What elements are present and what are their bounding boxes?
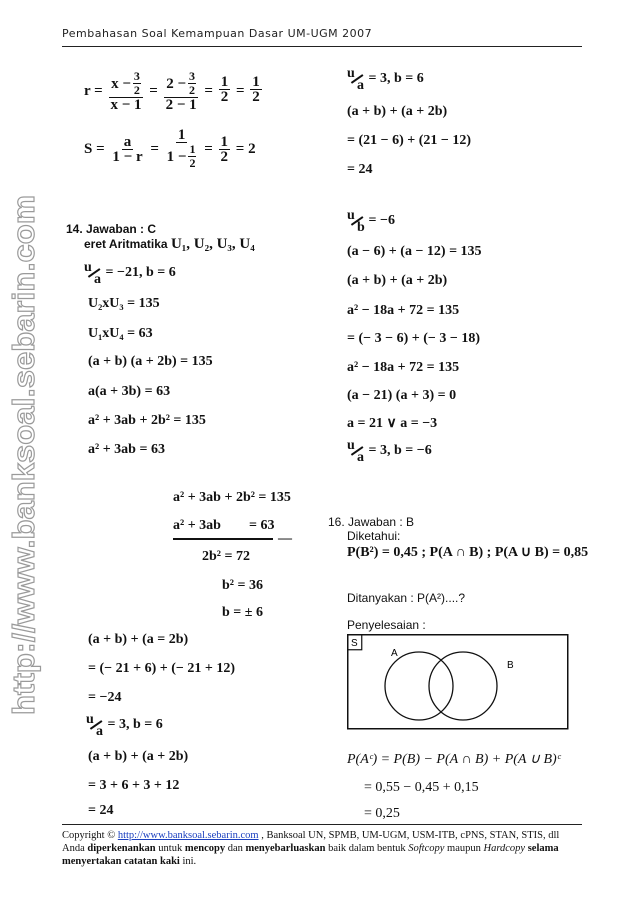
right-line-3: = (21 − 6) + (21 − 12) bbox=[347, 133, 472, 148]
elim-line-4: b² = 36 bbox=[222, 578, 263, 593]
q16-prob-line-1: P(Aᶜ) = P(B) − P(A ∩ B) + P(A ∪ B)ᶜ bbox=[347, 752, 561, 767]
footer-line-2: Anda diperkenankan untuk mencopy dan menyebarluaskan baik dalam bentuk Softcopy maupun Hardcopy selama bbox=[62, 843, 559, 854]
q14-line-12: = 24 bbox=[88, 803, 114, 818]
watermark-text: http://www.banksoal.sebarin.com bbox=[6, 223, 41, 715]
q14-line-5: a² + 3ab + 2b² = 135 bbox=[88, 413, 206, 428]
ratio-equation: r = x − $\frac{3}{2}$ x − 1 = 2 − $\frac{3}{2}$ 2 − 1 = $\frac{1}{2}$ = $\frac{1}{2}$ bbox=[84, 69, 260, 113]
elim-line-3: 2b² = 72 bbox=[202, 549, 250, 564]
footer-rule bbox=[62, 824, 582, 825]
q14-subtitle: eret Aritmatika U₁, U₂, U₃, U₄ bbox=[84, 236, 255, 252]
q16-ditanyakan: Ditanyakan : P(A²)....? bbox=[347, 591, 466, 605]
footer-link[interactable]: http://www.banksoal.sebarin.com bbox=[117, 830, 259, 841]
q16-diketahui: Diketahui: bbox=[347, 529, 401, 543]
right-line-12: a = 21 ∨ a = −3 bbox=[347, 416, 438, 431]
right-line-7: (a + b) + (a + 2b) bbox=[347, 273, 448, 288]
q14-line-11: = 3 + 6 + 3 + 12 bbox=[88, 778, 180, 793]
right-line-8: a² − 18a + 72 = 135 bbox=[347, 303, 460, 318]
q16-prob-line-3: = 0,25 bbox=[364, 806, 400, 821]
elim-line-2: a² + 3ab = 63 bbox=[173, 518, 275, 533]
q16-penyelesaian: Penyelesaian : bbox=[347, 618, 426, 632]
right-line-2: (a + b) + (a + 2b) bbox=[347, 104, 448, 119]
page-header: Pembahasan Soal Kemampuan Dasar UM-UGM 2007 bbox=[62, 27, 373, 40]
q14-line-2: U₁xU₄ = 63 bbox=[88, 326, 153, 341]
right-line-4: = 24 bbox=[347, 162, 373, 177]
watermark bbox=[4, 190, 44, 720]
q16-answer-label: 16. Jawaban : B bbox=[328, 515, 415, 529]
footer-line-1: Copyright © http://www.banksoal.sebarin.com , Banksoal UN, SPMB, UM-UGM, USM-ITB, cPNS, STAN, STIS, dll bbox=[62, 830, 560, 841]
venn-diagram bbox=[347, 634, 569, 735]
right-line-11: (a − 21) (a + 3) = 0 bbox=[347, 388, 457, 403]
q16-given: P(B²) = 0,45 ; P(A ∩ B) ; P(A ∪ B) = 0,85 bbox=[347, 545, 589, 560]
sum-equation: S = $\frac{a}{1 - r}$ = 1 1 − $\frac{1}{2}$ = $\frac{1}{2}$ = 2 bbox=[84, 127, 256, 170]
q14-ua-line: u a = −21, b = 6 bbox=[84, 260, 176, 287]
right-line-13: u a = 3, b = −6 bbox=[347, 438, 432, 465]
q14-line-9: = −24 bbox=[88, 690, 122, 705]
q14-answer-label: 14. Jawaban : C bbox=[66, 222, 157, 236]
venn-s-label: S bbox=[351, 638, 358, 649]
right-line-10: a² − 18a + 72 = 135 bbox=[347, 360, 460, 375]
q14-line-8: = (− 21 + 6) + (− 21 + 12) bbox=[88, 661, 236, 676]
right-ua-line: u a = 3, b = 6 bbox=[347, 66, 424, 93]
elim-line-1: a² + 3ab + 2b² = 135 bbox=[173, 490, 291, 505]
venn-circle-b bbox=[429, 652, 497, 720]
right-line-9: = (− 3 − 6) + (− 3 − 18) bbox=[347, 331, 481, 346]
q14-line-4: a(a + 3b) = 63 bbox=[88, 384, 171, 399]
footer bbox=[62, 829, 592, 868]
elim-minus: — bbox=[278, 531, 292, 546]
venn-b-label: B bbox=[507, 660, 514, 671]
q14-line-10: (a + b) + (a + 2b) bbox=[88, 749, 189, 764]
right-line-6: (a − 6) + (a − 12) = 135 bbox=[347, 244, 482, 259]
q16-prob-line-2: = 0,55 − 0,45 + 0,15 bbox=[364, 780, 479, 795]
venn-a-label: A bbox=[391, 648, 398, 659]
footer-line-3: menyertakan catatan kaki ini. bbox=[62, 856, 197, 867]
elim-rule bbox=[173, 538, 273, 540]
venn-circle-a bbox=[385, 652, 453, 720]
venn-universe bbox=[348, 635, 568, 729]
q14-ua-line-2: u a = 3, b = 6 bbox=[86, 712, 163, 739]
header-rule bbox=[62, 46, 582, 47]
q14-line-6: a² + 3ab = 63 bbox=[88, 442, 165, 457]
q14-line-3: (a + b) (a + 2b) = 135 bbox=[88, 354, 213, 369]
q14-line-1: U₂xU₃ = 135 bbox=[88, 296, 160, 311]
right-ub-line: u b = −6 bbox=[347, 208, 395, 235]
elim-line-5: b = ± 6 bbox=[222, 605, 263, 620]
q14-line-7: (a + b) + (a = 2b) bbox=[88, 632, 189, 647]
